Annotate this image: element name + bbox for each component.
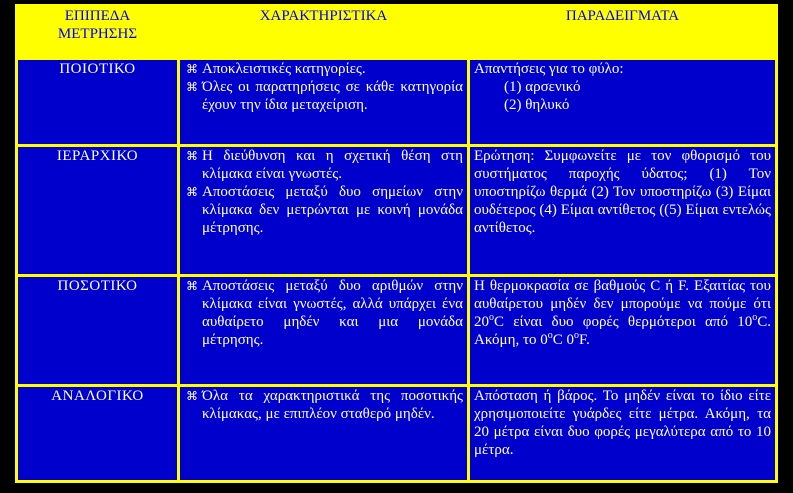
measurement-levels-table bbox=[15, 4, 778, 483]
header-examples: ΠΑΡΑΔΕΙΓΜΑΤΑ bbox=[469, 6, 777, 59]
feature-item: ⌘ Όλα τα χαρακτηριστικά της ποσοτικής κλίμακας, με επιπλέον σταθερό μηδέν. bbox=[186, 388, 463, 422]
degree-sup: o bbox=[574, 330, 579, 341]
feature-item: ⌘ Αποστάσεις μεταξύ δυο σημείων στην κλίμακα δεν μετρώνται με κοινή μονάδα μέτρησης. bbox=[186, 184, 463, 236]
bullet-icon: ⌘ bbox=[186, 279, 198, 293]
example-cell: Απόσταση ή βάρος. Το μηδέν είναι το ίδιο είτε χρησιμοποιείτε γυάρδες είτε μέτρα. Ακόμη, τα 20 μέτρα είναι δυο φορές μεγαλύτερα από το 10 μέτρα. bbox=[469, 386, 777, 482]
level-cell: ΠΟΣΟΤΙΚΟ bbox=[17, 276, 179, 386]
level-cell: ΑΝΑΛΟΓΙΚΟ bbox=[17, 386, 179, 482]
header-levels-line2: ΜΕΤΡΗΣΗΣ bbox=[57, 26, 138, 42]
example-cell: Η θερμοκρασία σε βαθμούς C ή F. Εξαιτίας του αυθαίρετου μηδέν δεν μπορούμε να πούμε ότι 20$^o$C είναι δυο φορές θερμότεροι από 10$^o$C. Ακόμη, το 0$^o$C 0$^o$F. bbox=[469, 276, 777, 386]
level-cell: ΠΟΙΟΤΙΚΟ bbox=[17, 59, 179, 146]
header-levels bbox=[17, 6, 179, 59]
bullet-icon: ⌘ bbox=[186, 149, 198, 163]
table-row bbox=[17, 59, 777, 146]
header-row bbox=[17, 6, 777, 59]
example-option: (2) θηλυκό bbox=[504, 97, 570, 113]
header-levels-line1: ΕΠΙΠΕΔΑ bbox=[64, 8, 131, 24]
feature-item: ⌘ Η διεύθυνση και η σχετική θέση στη κλίμακα είναι γνωστές. bbox=[186, 148, 463, 182]
degree-sup: o bbox=[547, 330, 553, 341]
level-cell: ΙΕΡΑΡΧΙΚΟ bbox=[17, 146, 179, 276]
bullet-icon: ⌘ bbox=[186, 185, 198, 199]
bullet-icon: ⌘ bbox=[186, 62, 198, 76]
header-features: ΧΑΡΑΚΤΗΡΙΣΤΙΚΑ bbox=[179, 6, 469, 59]
example-cell: Ερώτηση: Συμφωνείτε με τον φθορισμό του συστήματος παροχής ύδατος; (1) Τον υποστηρίζω θερμά (2) Τον υποστηρίζω (3) Είμαι ουδέτερος (4) Είμαι αντίθετος ((5) Είμαι εντελώς αντίθετος. bbox=[469, 146, 777, 276]
example-option: (1) αρσενικό bbox=[504, 79, 581, 95]
table-row bbox=[17, 386, 777, 482]
example-intro: Απαντήσεις για το φύλο: bbox=[474, 61, 624, 77]
feature-item: ⌘ Όλες οι παρατηρήσεις σε κάθε κατηγορία έχουν την ίδια μεταχείριση. bbox=[186, 79, 463, 113]
degree-sup: o bbox=[489, 312, 494, 323]
table-row bbox=[17, 276, 777, 386]
feature-item: ⌘ Αποστάσεις μεταξύ δυο αριθμών στην κλίμακα είναι γνωστές, αλλά υπάρχει ένα αυθαίρετο μηδέν και μια μονάδα μέτρησης. bbox=[186, 278, 463, 348]
feature-item: ⌘ Αποκλειστικές κατηγορίες. bbox=[186, 61, 366, 77]
bullet-icon: ⌘ bbox=[186, 80, 198, 94]
features-cell bbox=[179, 146, 469, 276]
table-row bbox=[17, 146, 777, 276]
degree-sup: o bbox=[752, 312, 758, 323]
features-cell bbox=[179, 59, 469, 146]
example-cell bbox=[469, 59, 777, 146]
features-cell bbox=[179, 276, 469, 386]
bullet-icon: ⌘ bbox=[186, 389, 198, 403]
features-cell bbox=[179, 386, 469, 482]
